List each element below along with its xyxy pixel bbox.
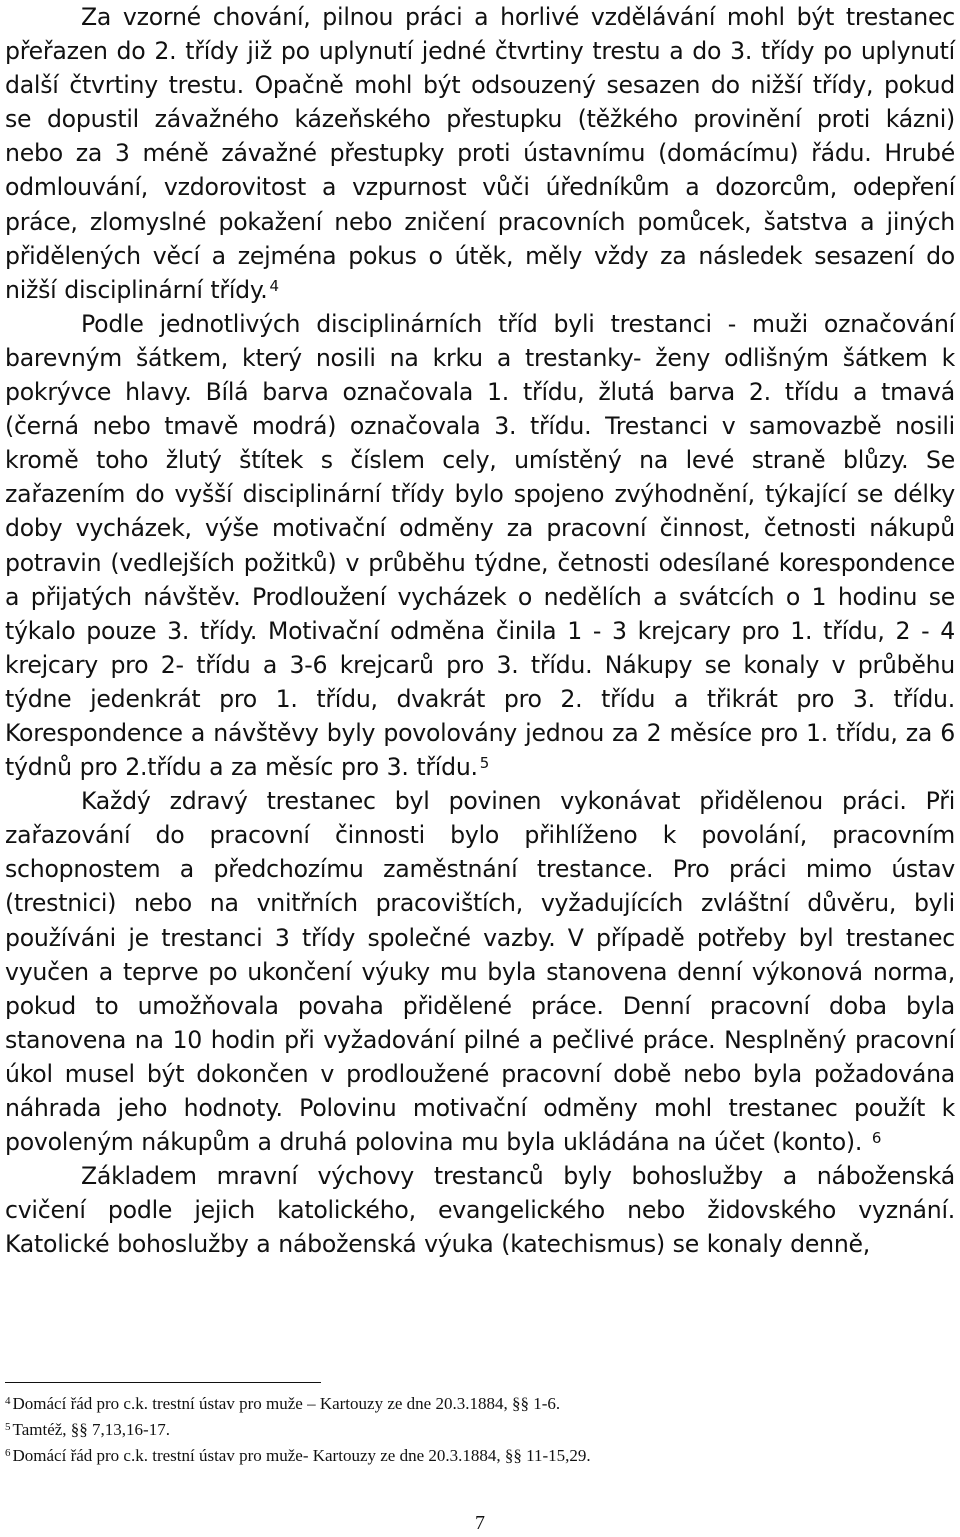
footnote-number: 4 — [5, 1395, 11, 1407]
document-page — [5, 0, 955, 1261]
footnotes — [5, 1391, 955, 1469]
footnote-text: Tamtéž, §§ 7,13,16-17. — [12, 1420, 170, 1439]
paragraph-3 — [5, 784, 955, 1159]
paragraph-4 — [5, 1159, 955, 1261]
page-number: 7 — [475, 1512, 485, 1534]
footnote-number: 5 — [5, 1421, 11, 1433]
footnote-separator — [5, 1382, 321, 1383]
footnote-text: Domácí řád pro c.k. trestní ústav pro muže- Kartouzy ze dne 20.3.1884, §§ 11-15,29. — [12, 1446, 591, 1465]
paragraph-1 — [5, 0, 955, 307]
paragraph-2-text: Podle jednotlivých disciplinárních tříd byli trestanci - muži označování barevným šátkem, který nosili na krku a trestanky- ženy odlišným šátkem k pokrývce hlavy. Bílá barva označovala 1. třídu, žlutá barva 2. třídu a tmavá (černá nebo tmavě modrá) označovala 3. třídu. Trestanci v samovazbě nosili kromě toho žlutý štítek s číslem cely, umístěný na levé straně blůzy. Se zařazením do vyšší disciplinární třídy bylo spojeno zvýhodnění, týkající se délky doby vycházek, výše motivační odměny za pracovní činnost, četnosti nákupů potravin (vedlejších požitků) v průběhu týdne, četnosti odesílané korespondence a přijatých návštěv. Prodloužení vycházek o nedělích a svátcích o 1 hodinu se týkalo pouze 3. třídy. Motivační odměna činila 1 - 3 krejcary pro 1. třídu, 2 - 4 krejcary pro 2- třídu a 3-6 krejcarů pro 3. třídu. Nákupy se konaly v průběhu týdne jedenkrát pro 1. třídu, dvakrát pro 2. třídu a třikrát pro 3. třídu. Korespondence a návštěvy byly povolovány jednou za 2 měsíce pro 1. třídu, za 6 týdnů pro 2.třídu a za měsíc pro 3. třídu. — [5, 309, 955, 782]
body-text — [5, 0, 955, 1261]
footnote-number: 6 — [5, 1447, 11, 1459]
paragraph-1-text: Za vzorné chování, pilnou práci a horlivé vzdělávání mohl být trestanec přeřazen do 2. třídy již po uplynutí jedné čtvrtiny trestu a do 3. třídy po uplynutí další čtvrtiny trestu. Opačně mohl být odsouzený sesazen do nižší třídy, pokud se dopustil závažného kázeňského přestupku (těžkého provinění proti kázni) nebo za 3 méně závažné přestupky proti ústavnímu (domácímu) řádu. Hrubé odmlouvání, vzdorovitost a vzpurnost vůči úředníkům a dozorcům, odepření práce, zlomyslné pokažení nebo zničení pracovních pomůcek, šatstva a jiných přidělených věcí a zejména pokus o útěk, měly vždy za následek sesazení do nižší disciplinární třídy. — [5, 3, 955, 304]
paragraph-3-text: Každý zdravý trestanec byl povinen vykonávat přidělenou práci. Při zařazování do pracovní činnosti bylo přihlíženo k povolání, pracovním schopnostem a předchozímu zaměstnání trestance. Pro práci mimo ústav (trestnici) nebo na vnitřních pracovištích, vyžadujících zvláštní důvěru, byli používáni je trestanci 3 třídy společné vazby. V případě potřeby byl trestanec vyučen a teprve po ukončení výuky mu byla stanovena denní výkonová norma, pokud to umožňovala povaha přidělené práce. Denní pracovní doba byla stanovena na 10 hodin při vyžadování pilné a pečlivé práce. Nesplněný pracovní úkol musel být dokončen v prodloužené pracovní době nebo byla požadována náhrada jeho hodnoty. Polovinu motivační odměny mohl trestanec použít k povoleným nákupům a druhá polovina mu byla ukládána na účet (konto). — [5, 787, 955, 1157]
footnote-ref-6[interactable]: 6 — [871, 1129, 882, 1148]
footnote-6 — [5, 1443, 955, 1469]
paragraph-4-text: Základem mravní výchovy trestanců byly bohoslužby a náboženská cvičení podle jejich katolického, evangelického nebo židovského vyznání. Katolické bohoslužby a náboženská výuka (katechismus) se konaly denně, — [5, 1162, 955, 1259]
footnote-5 — [5, 1417, 955, 1443]
footnote-ref-4[interactable]: 4 — [269, 276, 279, 295]
footnote-ref-5[interactable]: 5 — [479, 754, 490, 773]
footnote-4 — [5, 1391, 955, 1417]
footnote-text: Domácí řád pro c.k. trestní ústav pro muže – Kartouzy ze dne 20.3.1884, §§ 1-6. — [12, 1394, 561, 1413]
paragraph-2 — [5, 307, 955, 784]
